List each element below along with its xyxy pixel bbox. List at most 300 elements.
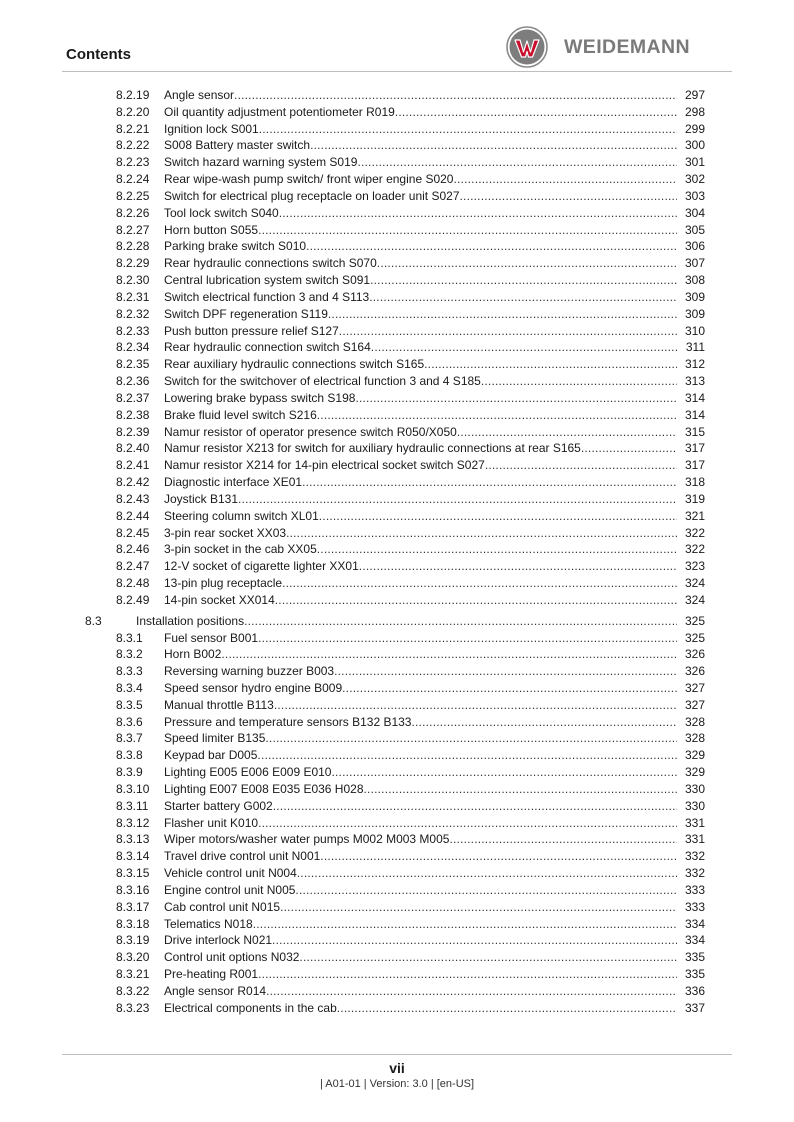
toc-entry-title: Lowering brake bypass switch S198 (164, 390, 356, 405)
toc-entry-title: Switch electrical function 3 and 4 S113 (164, 289, 370, 304)
toc-dot-leader (411, 714, 677, 731)
toc-dot-leader (274, 697, 677, 714)
toc-entry-page: 306 (679, 238, 705, 255)
toc-entry-number: 8.2.34 (116, 340, 150, 355)
toc-entry-number: 8.2.41 (116, 458, 150, 473)
toc-dot-leader (266, 983, 677, 1000)
toc-entry-title: Rear auxiliary hydraulic connections switch S165 (164, 357, 425, 372)
toc-entry-page: 298 (679, 104, 705, 121)
toc-entry-page: 299 (679, 121, 705, 138)
toc-entry-number: 8.2.30 (116, 273, 150, 288)
toc-dot-leader (297, 865, 677, 882)
toc-entry-title: 3-pin socket in the cab XX05 (164, 542, 317, 557)
toc-entry-text (164, 440, 705, 457)
toc-entry-title: Rear hydraulic connections switch S070 (164, 256, 377, 271)
toc-entry-text (164, 646, 705, 663)
toc-entry[interactable] (0, 171, 794, 188)
toc-dot-leader (258, 815, 677, 832)
toc-entry[interactable] (0, 815, 794, 832)
toc-entry-number: 8.3.3 (116, 664, 143, 679)
toc-entry-page: 329 (679, 747, 705, 764)
toc-entry-text (164, 541, 705, 558)
toc-entry-text (164, 205, 705, 222)
toc-entry-text (164, 306, 705, 323)
toc-dot-leader (453, 171, 677, 188)
toc-entry-title: Fuel sensor B001 (164, 630, 259, 645)
toc-entry[interactable] (0, 592, 794, 609)
toc-entry-title: Push button pressure relief S127 (164, 323, 339, 338)
toc-entry-text (164, 390, 705, 407)
toc-entry-number: 8.2.36 (116, 374, 150, 389)
toc-entry[interactable] (0, 730, 794, 747)
toc-entry-text (164, 87, 705, 104)
toc-entry-number: 8.3.14 (116, 849, 150, 864)
toc-dot-leader (319, 508, 677, 525)
toc-dot-leader (481, 373, 677, 390)
toc-entry[interactable] (0, 848, 794, 865)
toc-entry-page: 315 (679, 424, 705, 441)
toc-entry-title: Angle sensor R014 (164, 983, 267, 998)
toc-entry-number: 8.2.25 (116, 188, 150, 203)
toc-entry-page: 310 (679, 323, 705, 340)
toc-entry[interactable] (0, 764, 794, 781)
toc-entry-number: 8.2.23 (116, 155, 150, 170)
toc-entry-title: Speed sensor hydro engine B009 (164, 680, 343, 695)
toc-entry-page: 322 (679, 541, 705, 558)
toc-entry-number: 8.3.23 (116, 1000, 150, 1015)
toc-entry[interactable] (0, 747, 794, 764)
toc-entry[interactable] (0, 899, 794, 916)
toc-entry-text (164, 121, 705, 138)
toc-entry-text (164, 255, 705, 272)
toc-entry-page: 313 (679, 373, 705, 390)
toc-entry-text (164, 188, 705, 205)
toc-entry-page: 318 (679, 474, 705, 491)
toc-entry[interactable] (0, 714, 794, 731)
toc-entry-text (164, 356, 705, 373)
toc-entry-page: 322 (679, 525, 705, 542)
toc-entry-title: Ignition lock S001 (164, 121, 259, 136)
toc-entry-title: 12-V socket of cigarette lighter XX01 (164, 559, 359, 574)
toc-entry-title: Vehicle control unit N004 (164, 866, 297, 881)
toc-entry-title: Namur resistor X214 for 14-pin electrical socket switch S027 (164, 458, 485, 473)
toc-entry-number: 8.2.46 (116, 542, 150, 557)
toc-entry[interactable] (0, 663, 794, 680)
toc-entry-page: 300 (679, 137, 705, 154)
toc-dot-leader (328, 306, 677, 323)
toc-dot-leader (355, 390, 677, 407)
toc-entry[interactable] (0, 966, 794, 983)
toc-entry-number: 8.3.18 (116, 916, 150, 931)
toc-entry-text (164, 949, 705, 966)
toc-entry-text (164, 1000, 705, 1017)
toc-entry-number: 8.2.37 (116, 390, 150, 405)
toc-entry[interactable] (0, 356, 794, 373)
toc-entry-number: 8.2.19 (116, 88, 150, 102)
toc-entry-title: Lighting E005 E006 E009 E010 (164, 765, 332, 780)
toc-entry-title: 3-pin rear socket XX03 (164, 525, 287, 540)
toc-entry-page: 330 (679, 781, 705, 798)
toc-entry-text (164, 222, 705, 239)
toc-entry-page: 335 (679, 966, 705, 983)
toc-entry[interactable] (0, 558, 794, 575)
toc-entry-title: 13-pin plug receptacle (164, 576, 283, 591)
toc-entry-title: Reversing warning buzzer B003 (164, 664, 335, 679)
toc-entry-number: 8.3.15 (116, 866, 150, 881)
toc-entry-page: 297 (679, 87, 705, 104)
toc-dot-leader (280, 899, 677, 916)
toc-entry-number: 8.2.48 (116, 576, 150, 591)
toc-dot-leader (272, 932, 677, 949)
toc-entry-page: 324 (679, 592, 705, 609)
toc-entry[interactable] (0, 272, 794, 289)
toc-entry[interactable] (0, 831, 794, 848)
toc-entry[interactable] (0, 339, 794, 356)
toc-entry-number: 8.3.1 (116, 630, 143, 645)
version-info: | A01-01 | Version: 3.0 | [en-US] (319, 1078, 475, 1090)
toc-entry[interactable] (0, 491, 794, 508)
toc-entry-text (164, 798, 705, 815)
toc-entry[interactable] (0, 87, 794, 104)
toc-entry-page: 308 (679, 272, 705, 289)
toc-entry-number: 8.3.8 (116, 748, 143, 763)
toc-entry-number: 8.2.22 (116, 138, 150, 153)
toc-entry-page: 304 (679, 205, 705, 222)
toc-entry-title: Manual throttle B113 (164, 697, 274, 712)
toc-entry-page: 337 (679, 1000, 705, 1017)
toc-entry-page: 332 (679, 848, 705, 865)
toc-entry[interactable] (0, 390, 794, 407)
toc-entry[interactable] (0, 457, 794, 474)
toc-dot-leader (369, 289, 677, 306)
toc-dot-leader (273, 798, 677, 815)
toc-entry-text (164, 815, 705, 832)
toc-entry-number: 8.3.2 (116, 647, 143, 662)
toc-entry-title: Joystick B131 (164, 491, 239, 506)
toc-entry-page: 331 (679, 815, 705, 832)
toc-entry-page: 303 (679, 188, 705, 205)
toc-dot-leader (337, 1000, 677, 1017)
toc-entry-title: Keypad bar D005 (164, 748, 258, 763)
toc-entry-title: Lighting E007 E008 E035 E036 H028 (164, 781, 364, 796)
toc-entry-page: 335 (679, 949, 705, 966)
toc-entry-page: 309 (679, 289, 705, 306)
toc-dot-leader (317, 407, 677, 424)
toc-entry[interactable] (0, 474, 794, 491)
table-of-contents (0, 87, 794, 1017)
toc-entry-title: Tool lock switch S040 (164, 205, 279, 220)
toc-entry-number: 8.2.45 (116, 525, 150, 540)
toc-entry[interactable] (0, 865, 794, 882)
toc-entry-text (164, 831, 705, 848)
toc-entry-page: 321 (679, 508, 705, 525)
toc-entry-title: Oil quantity adjustment potentiometer R019 (164, 104, 395, 119)
toc-entry-title: S008 Battery master switch (164, 138, 311, 153)
toc-dot-leader (258, 222, 677, 239)
toc-entry-title: Horn button S055 (164, 222, 259, 237)
toc-entry-page: 329 (679, 764, 705, 781)
toc-entry-title: Pressure and temperature sensors B132 B133 (164, 714, 412, 729)
toc-entry-page: 327 (679, 697, 705, 714)
toc-dot-leader (279, 205, 677, 222)
toc-entry-number: 8.3.7 (116, 731, 143, 746)
toc-dot-leader (275, 592, 677, 609)
toc-entry[interactable] (0, 541, 794, 558)
toc-dot-leader (299, 949, 677, 966)
toc-entry-number: 8.3.6 (116, 714, 143, 729)
toc-entry-title: Brake fluid level switch S216 (164, 407, 317, 422)
toc-entry-text (164, 491, 705, 508)
toc-entry[interactable] (0, 781, 794, 798)
toc-entry-number: 8.2.32 (116, 306, 150, 321)
toc-entry-title: Control unit options N032 (164, 950, 300, 965)
toc-entry-title: Speed limiter B135 (164, 731, 266, 746)
toc-entry-page: 324 (679, 575, 705, 592)
toc-entry-title: Wiper motors/washer water pumps M002 M003 M005 (164, 832, 450, 847)
toc-entry-page: 331 (679, 831, 705, 848)
toc-entry-text (164, 592, 705, 609)
toc-entry[interactable] (0, 255, 794, 272)
toc-entry[interactable] (0, 323, 794, 340)
toc-entry-text (164, 272, 705, 289)
toc-entry-page: 314 (679, 390, 705, 407)
toc-entry-number: 8.2.33 (116, 323, 150, 338)
toc-entry-number: 8.2.39 (116, 424, 150, 439)
toc-dot-leader (359, 558, 677, 575)
toc-entry-text (164, 508, 705, 525)
toc-entry[interactable] (0, 798, 794, 815)
toc-entry[interactable] (0, 525, 794, 542)
toc-dot-leader (331, 764, 677, 781)
toc-entry-title: Telematics N018 (164, 916, 253, 931)
toc-entry-page: 323 (679, 558, 705, 575)
toc-entry-text (164, 104, 705, 121)
toc-entry-text (164, 714, 705, 731)
toc-entry-title: Namur resistor of operator presence switch R050/X050 (164, 424, 457, 439)
toc-entry[interactable] (0, 508, 794, 525)
toc-entry[interactable] (0, 882, 794, 899)
toc-entry-number: 8.3.16 (116, 882, 150, 897)
toc-entry-text (164, 474, 705, 491)
toc-entry-title: Drive interlock N021 (164, 933, 273, 948)
toc-entry[interactable] (0, 188, 794, 205)
toc-entry-page: 327 (679, 680, 705, 697)
toc-entry-page: 311 (679, 339, 705, 356)
toc-dot-leader (485, 457, 677, 474)
toc-entry-number: 8.2.28 (116, 239, 150, 254)
toc-entry-number: 8.3.11 (116, 798, 149, 813)
toc-entry-text (164, 154, 705, 171)
toc-entry[interactable] (0, 646, 794, 663)
brand-name: WEIDEMANN (564, 35, 691, 58)
toc-dot-leader (377, 255, 677, 272)
toc-entry-number: 8.2.31 (116, 289, 150, 304)
toc-entry-text (164, 966, 705, 983)
toc-entry-page: 336 (679, 983, 705, 1000)
toc-entry-text (164, 983, 705, 1000)
toc-entry-text (164, 137, 705, 154)
toc-entry-number: 8.3.20 (116, 950, 150, 965)
toc-entry-number: 8.3.13 (116, 832, 150, 847)
toc-entry[interactable] (0, 205, 794, 222)
toc-entry[interactable] (0, 306, 794, 323)
toc-entry-title: Switch DPF regeneration S119 (164, 306, 328, 321)
toc-entry-page: 307 (679, 255, 705, 272)
toc-entry-title: Steering column switch XL01 (164, 508, 319, 523)
toc-entry-title: Rear wipe-wash pump switch/ front wiper engine S020 (164, 172, 454, 187)
toc-entry-number: 8.2.43 (116, 491, 150, 506)
toc-entry-number: 8.3 (85, 613, 102, 628)
toc-entry[interactable] (0, 630, 794, 647)
toc-entry-title: Namur resistor X213 for switch for auxiliary hydraulic connections at rear S165 (164, 441, 581, 456)
brand (506, 26, 690, 68)
toc-entry-title: Starter battery G002 (164, 798, 273, 813)
header-divider (62, 71, 732, 72)
toc-entry-number: 8.3.9 (116, 765, 143, 780)
toc-entry-text (164, 848, 705, 865)
toc-entry[interactable] (0, 697, 794, 714)
toc-entry-number: 8.2.40 (116, 441, 150, 456)
toc-entry-text (164, 407, 705, 424)
toc-entry-text (164, 730, 705, 747)
toc-dot-leader (317, 541, 677, 558)
toc-dot-leader (265, 730, 677, 747)
toc-entry-page: 330 (679, 798, 705, 815)
toc-entry[interactable] (0, 373, 794, 390)
toc-entry[interactable] (0, 407, 794, 424)
toc-entry-text (164, 457, 705, 474)
toc-entry-title: Installation positions (136, 613, 245, 628)
toc-entry-text (164, 865, 705, 882)
toc-dot-leader (221, 646, 677, 663)
toc-dot-leader (395, 104, 677, 121)
toc-section-entry[interactable] (0, 613, 794, 630)
toc-entry-number: 8.2.21 (116, 121, 150, 136)
toc-entry-number: 8.2.44 (116, 508, 150, 523)
toc-dot-leader (457, 424, 677, 441)
toc-dot-leader (339, 323, 677, 340)
toc-entry[interactable] (0, 104, 794, 121)
toc-entry-number: 8.3.5 (116, 697, 143, 712)
toc-entry-title: Angle sensor (164, 88, 235, 102)
toc-entry-page: 314 (679, 407, 705, 424)
toc-entry-text (164, 781, 705, 798)
toc-dot-leader (282, 575, 677, 592)
toc-entry-text (164, 323, 705, 340)
toc-entry-page: 319 (679, 491, 705, 508)
toc-entry-number: 8.3.10 (116, 781, 150, 796)
toc-entry-page: 334 (679, 916, 705, 933)
toc-entry[interactable] (0, 137, 794, 154)
toc-entry-number: 8.3.4 (116, 680, 143, 695)
toc-entry-page: 328 (679, 714, 705, 731)
toc-entry[interactable] (0, 121, 794, 138)
toc-entry[interactable] (0, 932, 794, 949)
toc-entry-number: 8.3.22 (116, 983, 150, 998)
toc-entry-title: Switch for electrical plug receptacle on loader unit S027 (164, 188, 460, 203)
toc-entry-title: Pre-heating R001 (164, 967, 259, 982)
toc-entry-text (164, 289, 705, 306)
toc-entry-number: 8.2.49 (116, 592, 150, 607)
toc-entry[interactable] (0, 916, 794, 933)
toc-entry[interactable] (0, 1000, 794, 1017)
toc-entry-title: Diagnostic interface XE01 (164, 475, 303, 490)
toc-entry-text (164, 575, 705, 592)
toc-entry[interactable] (0, 440, 794, 457)
toc-entry-page: 317 (679, 440, 705, 457)
toc-dot-leader (357, 154, 677, 171)
toc-dot-leader (342, 680, 677, 697)
toc-entry-number: 8.3.19 (116, 933, 150, 948)
weidemann-logo-icon (506, 26, 548, 68)
toc-entry-page: 325 (679, 613, 705, 630)
toc-entry-title: Travel drive control unit N001 (164, 849, 321, 864)
toc-entry-number: 8.3.21 (116, 967, 150, 982)
toc-dot-leader (306, 238, 677, 255)
toc-entry[interactable] (0, 289, 794, 306)
toc-entry-number: 8.3.12 (116, 815, 150, 830)
toc-entry-text (164, 373, 705, 390)
toc-entry-text (164, 558, 705, 575)
toc-entry-text (164, 630, 705, 647)
toc-entry-text (164, 882, 705, 899)
footer-divider (62, 1054, 732, 1055)
toc-dot-leader (244, 613, 677, 630)
toc-entry-title: Engine control unit N005 (164, 882, 296, 897)
toc-dot-leader (581, 440, 677, 457)
toc-dot-leader (238, 491, 677, 508)
toc-entry-number: 8.2.24 (116, 172, 150, 187)
toc-entry-title: Switch for the switchover of electrical function 3 and 4 S185 (164, 374, 481, 389)
toc-entry[interactable] (0, 680, 794, 697)
toc-entry[interactable] (0, 983, 794, 1000)
toc-dot-leader (364, 781, 678, 798)
toc-entry-page: 325 (679, 630, 705, 647)
toc-entry-number: 8.2.42 (116, 475, 150, 490)
toc-entry-text (164, 764, 705, 781)
toc-entry[interactable] (0, 222, 794, 239)
toc-dot-leader (460, 188, 678, 205)
toc-entry-page: 333 (679, 882, 705, 899)
toc-entry[interactable] (0, 154, 794, 171)
toc-dot-leader (234, 87, 677, 104)
toc-entry[interactable] (0, 949, 794, 966)
toc-entry-title: Electrical components in the cab (164, 1000, 337, 1015)
toc-entry-page: 326 (679, 663, 705, 680)
toc-dot-leader (371, 339, 677, 356)
toc-entry-text (164, 680, 705, 697)
toc-entry-page: 309 (679, 306, 705, 323)
toc-dot-leader (286, 525, 677, 542)
toc-entry-title: 14-pin socket XX014 (164, 592, 275, 607)
toc-dot-leader (334, 663, 677, 680)
toc-entry-text (164, 747, 705, 764)
toc-entry-title: Horn B002 (164, 647, 222, 662)
toc-entry-page: 301 (679, 154, 705, 171)
toc-entry-text (164, 525, 705, 542)
toc-entry-number: 8.3.17 (116, 899, 150, 914)
toc-entry-number: 8.2.29 (116, 256, 150, 271)
toc-entry[interactable] (0, 424, 794, 441)
toc-entry[interactable] (0, 238, 794, 255)
toc-dot-leader (302, 474, 677, 491)
toc-dot-leader (424, 356, 677, 373)
toc-entry[interactable] (0, 575, 794, 592)
toc-dot-leader (310, 137, 677, 154)
toc-entry-text (164, 663, 705, 680)
toc-entry-text (164, 932, 705, 949)
toc-entry-title: Cab control unit N015 (164, 899, 281, 914)
